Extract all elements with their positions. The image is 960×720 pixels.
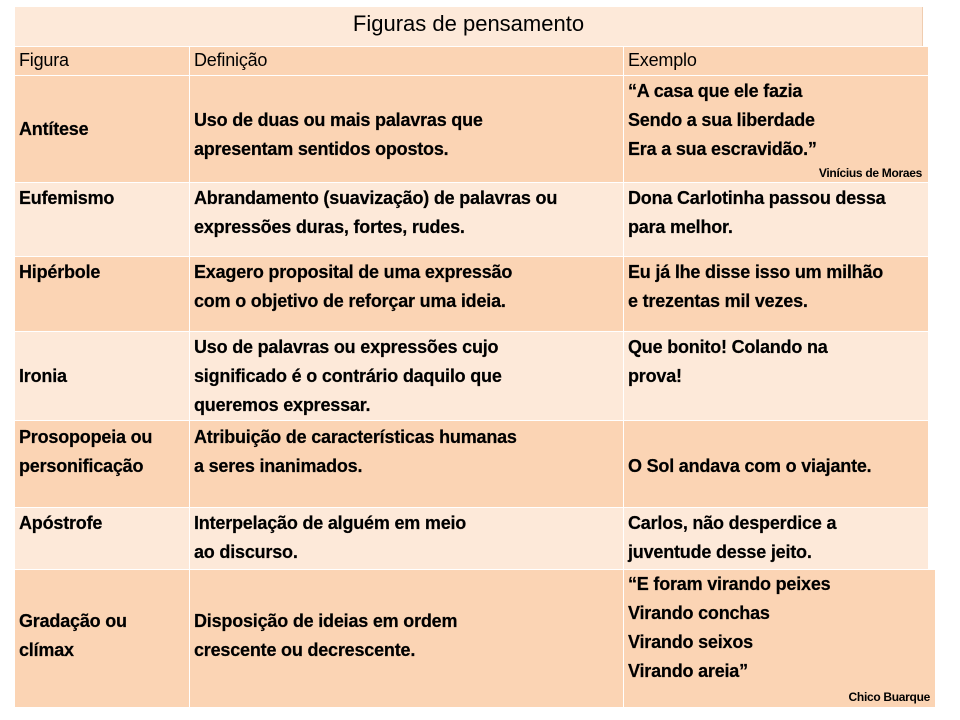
exemplo-line: Eu já lhe disse isso um milhão xyxy=(628,262,884,282)
exemplo-line: prova! xyxy=(628,366,682,386)
exemplo-line: para melhor. xyxy=(628,217,733,237)
figura-cell xyxy=(15,257,189,331)
definicao-line: a seres inanimados. xyxy=(194,456,363,476)
figura-text: Apóstrofe xyxy=(19,513,103,533)
definicao-cell xyxy=(189,257,623,331)
header-exemplo: Exemplo xyxy=(623,47,928,75)
exemplo-line: Virando areia” xyxy=(628,661,748,681)
definicao-cell xyxy=(189,570,623,707)
definicao-line: Uso de duas ou mais palavras que xyxy=(194,110,483,130)
definicao-line: Disposição de ideias em ordem xyxy=(194,610,458,631)
exemplo-line: Carlos, não desperdice a xyxy=(628,513,837,533)
definicao-line: Uso de palavras ou expressões cujo xyxy=(194,337,499,357)
figura-text: Antítese xyxy=(19,118,89,139)
figura-text: Hipérbole xyxy=(19,262,101,282)
definicao-line: queremos expressar. xyxy=(194,395,371,415)
exemplo-line: Dona Carlotinha passou dessa xyxy=(628,188,886,208)
exemplo-cell xyxy=(623,570,935,707)
definicao-line: Interpelação de alguém em meio xyxy=(194,513,467,533)
exemplo-author: Chico Buarque xyxy=(848,690,930,704)
header-figura: Figura xyxy=(19,50,69,70)
definicao-cell xyxy=(189,421,623,507)
figura-text: personificação xyxy=(19,456,144,476)
definicao-line: ao discurso. xyxy=(194,542,298,562)
definicao-cell xyxy=(189,183,623,256)
exemplo-cell xyxy=(623,508,928,569)
figura-text: Prosopopeia ou xyxy=(19,427,153,447)
figura-cell xyxy=(15,508,189,569)
definicao-line: crescente ou decrescente. xyxy=(194,639,416,660)
definicao-line: significado é o contrário daquilo que xyxy=(194,366,502,386)
exemplo-line: Virando conchas xyxy=(628,603,770,623)
exemplo-line: Sendo a sua liberdade xyxy=(628,110,815,130)
exemplo-line: Era a sua escravidão.” xyxy=(628,139,817,159)
page-title: Figuras de pensamento xyxy=(15,7,923,46)
definicao-line: Atribuição de características humanas xyxy=(194,427,517,447)
exemplo-line: “A casa que ele fazia xyxy=(628,81,803,101)
exemplo-author: Vinícius de Moraes xyxy=(818,166,922,180)
exemplo-line: “E foram virando peixes xyxy=(628,574,831,594)
table-row-hiperbole xyxy=(15,256,928,331)
table-header-row xyxy=(15,46,928,75)
figura-cell xyxy=(15,421,189,507)
exemplo-cell xyxy=(623,421,928,507)
table-row-apostrofe xyxy=(15,507,928,569)
definicao-cell xyxy=(189,508,623,569)
definicao-line: apresentam sentidos opostos. xyxy=(194,139,449,159)
exemplo-line: e trezentas mil vezes. xyxy=(628,291,808,311)
exemplo-cell xyxy=(623,257,928,331)
definicao-line: Exagero proposital de uma expressão xyxy=(194,262,513,282)
header-definicao: Definição xyxy=(189,47,623,75)
definicao-cell xyxy=(189,76,623,182)
table-row-antitese xyxy=(15,75,928,182)
table-row-ironia xyxy=(15,331,928,420)
figura-cell xyxy=(15,332,189,420)
figura-text: Ironia xyxy=(19,365,67,386)
figura-text: Eufemismo xyxy=(19,188,115,208)
exemplo-cell xyxy=(623,332,928,420)
figura-cell xyxy=(15,570,189,707)
table-row-gradacao xyxy=(15,569,935,707)
exemplo-line: Que bonito! Colando na xyxy=(628,337,828,357)
definicao-line: Abrandamento (suavização) de palavras ou xyxy=(194,188,558,208)
table-row-eufemismo xyxy=(15,182,928,256)
table-row-prosopopeia xyxy=(15,420,928,507)
exemplo-line: juventude desse jeito. xyxy=(628,542,812,562)
definicao-line: com o objetivo de reforçar uma ideia. xyxy=(194,291,506,311)
definicao-line: expressões duras, fortes, rudes. xyxy=(194,217,465,237)
exemplo-cell xyxy=(623,183,928,256)
figura-text: clímax xyxy=(19,639,74,660)
definicao-cell xyxy=(189,332,623,420)
exemplo-line: O Sol andava com o viajante. xyxy=(628,456,872,476)
exemplo-line: Virando seixos xyxy=(628,632,753,652)
figura-cell xyxy=(15,76,189,182)
exemplo-cell xyxy=(623,76,928,182)
figura-cell xyxy=(15,183,189,256)
figura-text: Gradação ou xyxy=(19,610,127,631)
